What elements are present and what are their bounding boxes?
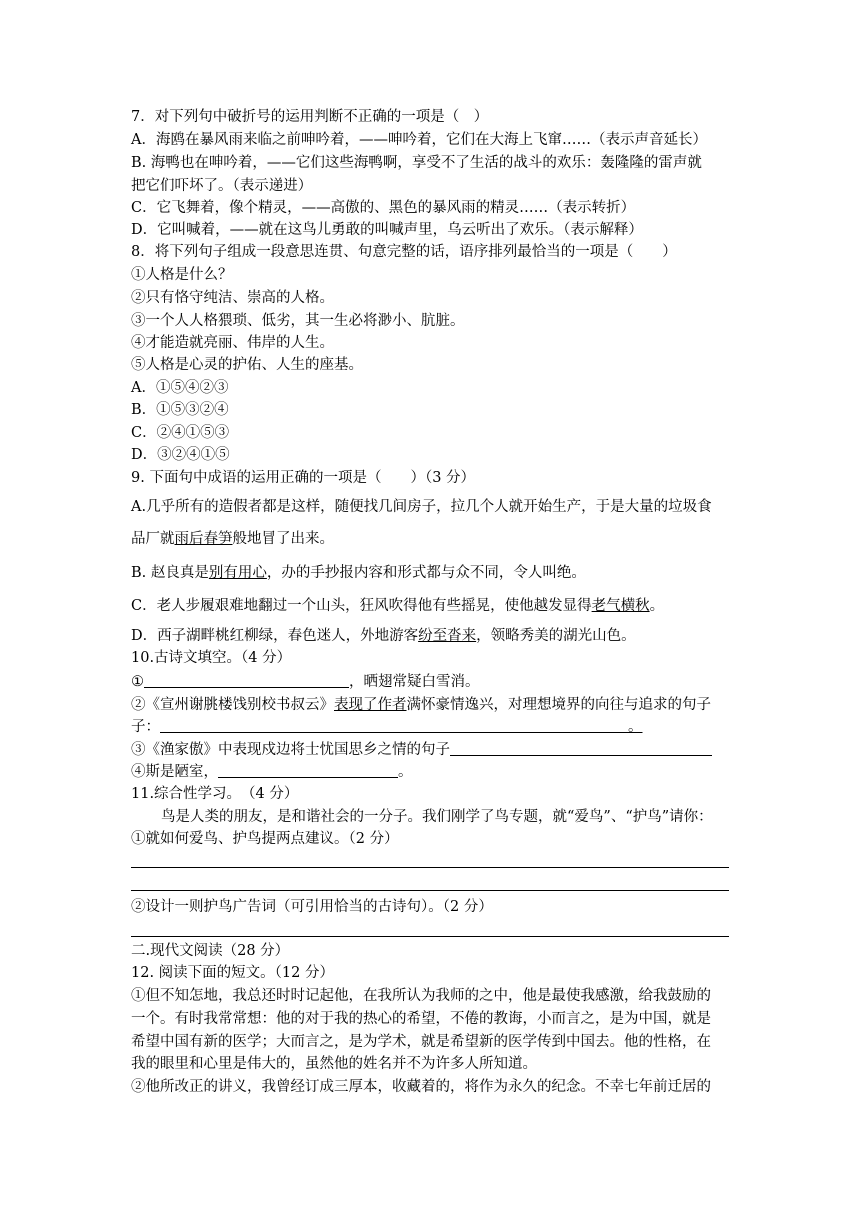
idiom-underlined: 老气横秋 bbox=[591, 598, 650, 614]
q8-stem: 8．将下列句子组成一段意思连贯、句意完整的话，语序排列最恰当的一项是（ ） bbox=[131, 244, 677, 260]
text-run: D．西子湖畔桃红柳绿，春色迷人，外地游客 bbox=[131, 628, 419, 644]
q8-sentence-2: ②只有恪守纯洁、崇高的人格。 bbox=[131, 290, 334, 306]
q10-line-5 bbox=[131, 763, 413, 781]
q11-part-2: ②设计一则护鸟广告词（可引用恰当的古诗句）。（2 分） bbox=[131, 899, 493, 915]
q8-option-c: C．②④①⑤③ bbox=[131, 425, 230, 441]
section-2-title: 二.现代文阅读（28 分） bbox=[131, 943, 290, 959]
idiom-underlined: 雨后春笋 bbox=[174, 531, 233, 547]
answer-blank[interactable] bbox=[218, 763, 398, 778]
answer-blank[interactable] bbox=[144, 673, 349, 688]
q8-option-b: B．①⑤③②④ bbox=[131, 402, 229, 418]
q9-option-b bbox=[131, 564, 586, 582]
q9-option-c bbox=[131, 597, 664, 615]
q10-line-2 bbox=[131, 696, 711, 714]
text-run: ，办的手抄报内容和形式都与众不同，令人叫绝。 bbox=[266, 565, 586, 581]
text-run: 。 bbox=[649, 598, 665, 614]
q7-option-a: A．海鸥在暴风雨来临之前呻吟着，——呻吟着，它们在大海上飞窜……（表示声音延长） bbox=[131, 132, 707, 148]
answer-line[interactable] bbox=[131, 936, 729, 937]
text-run: 般地冒了出来。 bbox=[232, 531, 334, 547]
q7-option-c: C．它飞舞着，像个精灵，——高傲的、黑色的暴风雨的精灵……（表示转折） bbox=[131, 200, 636, 216]
q8-sentence-3: ③一个人人格猥琐、低劣，其一生必将渺小、肮脏。 bbox=[131, 313, 465, 329]
idiom-underlined: 纷至沓来 bbox=[418, 628, 477, 644]
text-run: 满怀豪情逸兴，对理想境界的向往与追求的句子 bbox=[406, 697, 711, 713]
q10-stem: 10.古诗文填空。（4 分） bbox=[131, 650, 292, 666]
text-run: 。 bbox=[398, 764, 413, 780]
q10-line-3 bbox=[131, 718, 643, 736]
underlined-text: 表现了作者 bbox=[334, 697, 407, 713]
q7-option-b-line2: 把它们吓坏了。（表示递进） bbox=[131, 178, 313, 194]
q10-line-1 bbox=[131, 673, 480, 691]
passage-para1-line1: ①但不知怎地，我总还时时记起他，在我所认为我师的之中，他是最使我感激，给我鼓励的 bbox=[131, 988, 711, 1004]
q12-stem: 12. 阅读下面的短文。（12 分） bbox=[131, 965, 334, 981]
passage-para1-line3: 希望中国有新的医学；大而言之，是为学术，就是希望新的医学传到中国去。他的性格，在 bbox=[131, 1034, 711, 1050]
passage-para1-line2: 一个。有时我常常想：他的对于我的热心的希望，不倦的教诲，小而言之，是为中国，就是 bbox=[131, 1011, 711, 1027]
q11-intro: 鸟是人类的朋友，是和谐社会的一分子。我们刚学了鸟专题，就“爱鸟”、“护鸟”请你： bbox=[161, 809, 713, 825]
text-run: 品厂就 bbox=[131, 531, 175, 547]
q11-stem: 11.综合性学习。 （4 分） bbox=[131, 786, 299, 802]
q10-line-4 bbox=[131, 741, 712, 759]
answer-line[interactable] bbox=[131, 890, 729, 891]
q9-option-a-line2 bbox=[131, 530, 334, 548]
text-run: 子： bbox=[131, 719, 160, 735]
passage-para1-line4: 我的眼里和心里是伟大的，虽然他的姓名并不为许多人所知道。 bbox=[131, 1056, 537, 1072]
q7-stem: 7．对下列句中破折号的运用判断不正确的一项是（ ） bbox=[131, 109, 489, 125]
text-run: ，晒翅常疑白雪消。 bbox=[349, 674, 480, 690]
q8-sentence-4: ④才能造就亮丽、伟岸的人生。 bbox=[131, 335, 334, 351]
q7-option-d: D．它叫喊着，——就在这鸟儿勇敢的叫喊声里，乌云听出了欢乐。（表示解释） bbox=[131, 222, 643, 238]
idiom-underlined: 别有用心 bbox=[208, 565, 267, 581]
q9-option-d bbox=[131, 627, 636, 645]
text-run: ②《宣州谢朓楼饯别校书叔云》 bbox=[131, 697, 334, 713]
q8-option-d: D．③②④①⑤ bbox=[131, 447, 230, 463]
text-run: 。 bbox=[628, 719, 643, 735]
text-run: ③《渔家傲》中表现戍边将士忧国思乡之情的句子 bbox=[131, 742, 450, 758]
answer-blank[interactable] bbox=[160, 718, 628, 733]
text-run: ，领略秀美的湖光山色。 bbox=[476, 628, 636, 644]
text-run: B. 赵良真是 bbox=[131, 565, 209, 581]
q9-option-a-line1: A.几乎所有的造假者都是这样，随便找几间房子，拉几个人就开始生产，于是大量的垃圾食 bbox=[131, 499, 712, 515]
text-run: C．老人步履艰难地翻过一个山头，狂风吹得他有些摇晃，使他越发显得 bbox=[131, 598, 592, 614]
q7-option-b-line1: B. 海鸭也在呻吟着，——它们这些海鸭啊，享受不了生活的战斗的欢乐：轰隆隆的雷声就 bbox=[131, 155, 702, 171]
answer-line[interactable] bbox=[131, 867, 729, 868]
text-run: ④斯是陋室， bbox=[131, 764, 218, 780]
answer-blank[interactable] bbox=[450, 741, 712, 756]
passage-para2-line1: ②他所改正的讲义，我曾经订成三厚本，收藏着的，将作为永久的纪念。不幸七年前迁居的 bbox=[131, 1079, 711, 1095]
q8-option-a: A．①⑤④②③ bbox=[131, 380, 229, 396]
text-run: ① bbox=[131, 674, 144, 690]
q11-part-1: ①就如何爱鸟、护鸟提两点建议。（2 分） bbox=[131, 831, 399, 847]
q8-sentence-5: ⑤人格是心灵的护佑、人生的座基。 bbox=[131, 357, 363, 373]
q9-stem: 9. 下面句中成语的运用正确的一项是（ ）（3 分） bbox=[131, 470, 476, 486]
q8-sentence-1: ①人格是什么？ bbox=[131, 267, 233, 283]
